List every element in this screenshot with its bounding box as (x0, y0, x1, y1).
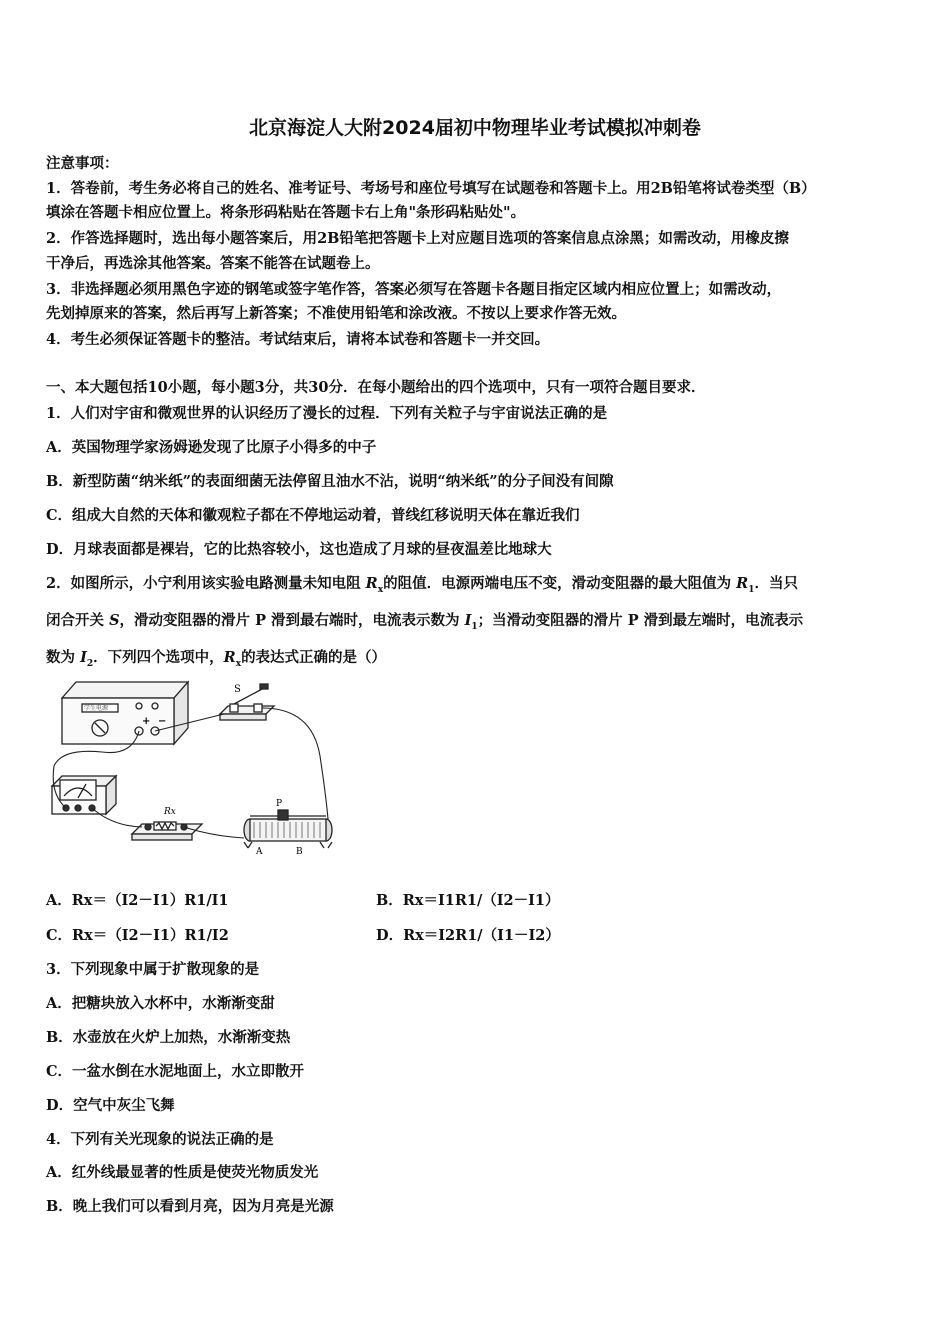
option-c: C．Rx＝（I2－I1）R1/I2 (46, 927, 229, 944)
power-supply (62, 682, 188, 744)
option-a: A．英国物理学家汤姆逊发现了比原子小得多的中子 (46, 439, 377, 456)
option-d: D．Rx＝I2R1/（I1－I2） (376, 927, 560, 944)
b-label: B (296, 847, 303, 857)
rx-resistor (132, 822, 202, 840)
option-c: C．组成大自然的天体和徽观粒子都在不停地运动着，普线红移说明天体在靠近我们 (46, 507, 580, 524)
supply-label: 学生电源 (84, 705, 109, 712)
option-a: A．把糖块放入水杯中，水渐渐变甜 (46, 995, 275, 1012)
a-label: A (256, 847, 263, 857)
rx-label: Rx (164, 807, 176, 817)
question-stem: 数为 $I_2$．下列四个选项中，$R_x$的表达式正确的是（） (46, 649, 387, 669)
option-c: C．一盆水倒在水泥地面上，水立即散开 (46, 1063, 305, 1080)
notice-line: 填涂在答题卡相应位置上。将条形码粘贴在答题卡右上角"条形码粘贴处"。 (46, 204, 526, 221)
plus-sign: + (142, 716, 151, 727)
ammeter (52, 776, 116, 814)
notice-line: 1．答卷前，考生务必将自己的姓名、准考证号、考场号和座位号填写在试题卷和答题卡上。用2B铅笔将试卷类型（B） (46, 180, 816, 197)
option-a: A．红外线最显著的性质是使荧光物质发光 (46, 1164, 319, 1181)
page-title: 北京海淀人大附2024届初中物理毕业考试模拟冲刺卷 (249, 117, 701, 139)
question-stem: 2．如图所示，小宁利用该实验电路测量未知电阻 $R_x$的阻值．电源两端电压不变，滑动变阻器的最大阻值为 $R_1$．当只 (46, 575, 798, 595)
question-stem: 4．下列有关光现象的说法正确的是 (46, 1131, 274, 1148)
notice-line: 2．作答选择题时，选出每小题答案后，用2B铅笔把答题卡上对应题目选项的答案信息点涂黑；如需改动，用橡皮擦 (46, 230, 789, 247)
question-stem: 1．人们对宇宙和微观世界的认识经历了漫长的过程．下列有关粒子与宇宙说法正确的是 (46, 405, 608, 422)
option-b: B．水壶放在火炉上加热，水渐渐变热 (46, 1029, 291, 1046)
switch-label: S (234, 684, 241, 695)
option-d: D．月球表面都是裸岩，它的比热容较小，这也造成了月球的昼夜温差比地球大 (46, 541, 552, 558)
option-b: B．Rx＝I1R1/（I2－I1） (376, 892, 560, 909)
notice-line: 干净后，再选涂其他答案。答案不能答在试题卷上。 (46, 255, 380, 272)
notice-line: 先划掉原来的答案，然后再写上新答案；不准使用铅笔和涂改液。不按以上要求作答无效。 (46, 305, 626, 322)
notice-heading: 注意事项： (46, 155, 119, 172)
switch (220, 684, 274, 720)
minus-sign: − (158, 716, 167, 727)
notice-line: 3．非选择题必须用黑色字迹的钢笔或签字笔作答，答案必须写在答题卡各题目指定区域内相应位置上；如需改动， (46, 281, 782, 298)
section-heading: 一、本大题包括10小题，每小题3分，共30分．在每小题给出的四个选项中，只有一项符合题目要求． (46, 379, 706, 396)
question-stem: 闭合开关 S，滑动变阻器的滑片 P 滑到最右端时，电流表示数为 $I_1$；当滑动变阻器的滑片 P 滑到最左端时，电流表示 (46, 612, 804, 632)
notice-line: 4．考生必须保证答题卡的整洁。考试结束后，请将本试卷和答题卡一并交回。 (46, 331, 550, 348)
question-stem: 3．下列现象中属于扩散现象的是 (46, 961, 260, 978)
option-d: D．空气中灰尘飞舞 (46, 1097, 175, 1114)
option-a: A．Rx＝（I2－I1）R1/I1 (46, 892, 229, 909)
option-b: B．新型防菌“纳米纸”的表面细菌无法停留且油水不沾，说明“纳米纸”的分子间没有间隙 (46, 473, 614, 490)
circuit-diagram (42, 676, 362, 864)
rheostat (244, 810, 332, 848)
p-label: P (276, 799, 283, 809)
option-b: B．晚上我们可以看到月亮，因为月亮是光源 (46, 1198, 334, 1215)
